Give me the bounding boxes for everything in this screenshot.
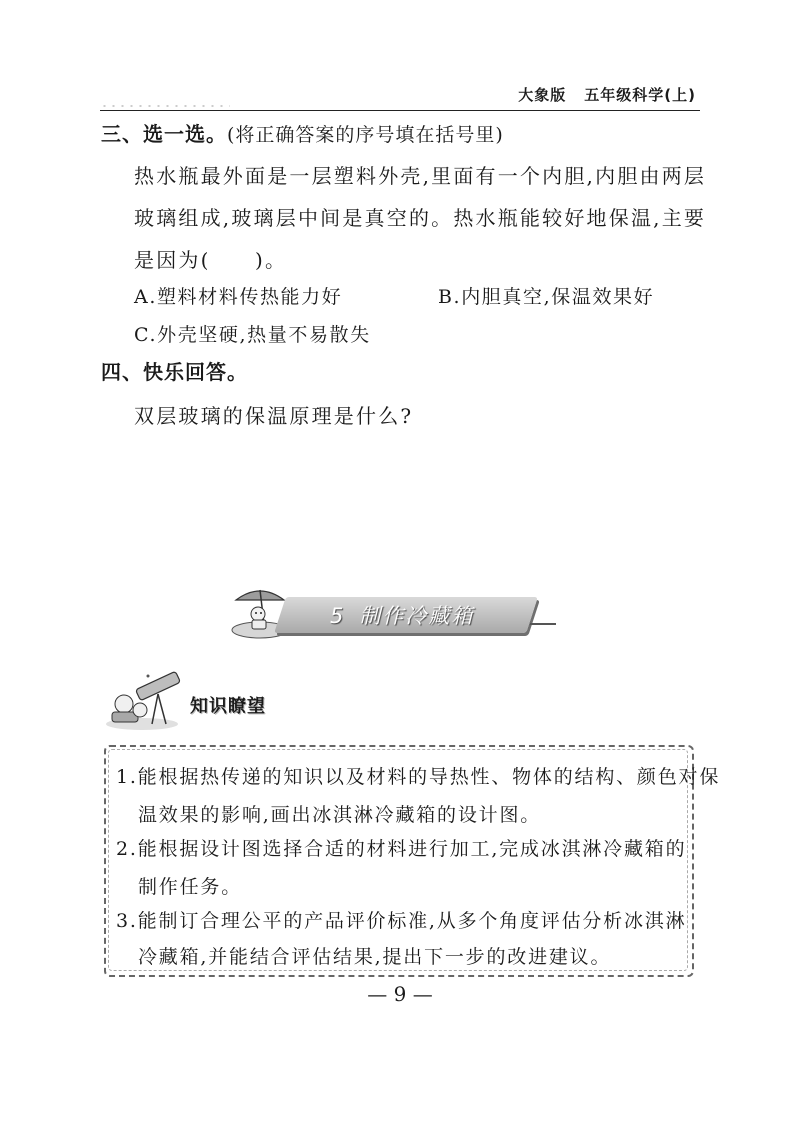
question-line-1: 热水瓶最外面是一层塑料外壳,里面有一个内胆,内胆由两层 (134, 164, 707, 188)
goal-3-continued: 冷藏箱,并能结合评估结果,提出下一步的改进建议。 (138, 946, 612, 968)
option-c: C.外壳坚硬,热量不易散失 (134, 324, 371, 346)
lesson-heading (330, 600, 474, 630)
section-3-heading (101, 118, 504, 147)
section-3-note: (将正确答案的序号填在括号里) (227, 124, 504, 146)
header-title (518, 84, 696, 105)
goal-3: 3.能制订合理公平的产品评价标准,从多个角度评估分析冰淇淋 (116, 910, 687, 932)
goal-1: 1.能根据热传递的知识以及材料的导热性、物体的结构、颜色对保 (116, 766, 721, 788)
goal-1-continued: 温效果的影响,画出冰淇淋冷藏箱的设计图。 (138, 804, 542, 826)
question-line-2: 玻璃组成,玻璃层中间是真空的。热水瓶能较好地保温,主要 (134, 206, 707, 230)
header-dots (100, 104, 230, 108)
lesson-title: 制作冷藏箱 (359, 604, 475, 628)
section-4-question: 双层玻璃的保温原理是什么? (134, 404, 414, 428)
header-book: 五年级科学(上) (584, 86, 696, 104)
question-line-3: 是因为( )。 (134, 248, 288, 272)
option-a: A.塑料材料传热能力好 (134, 286, 343, 308)
knowledge-title: 知识瞭望 (190, 696, 266, 717)
goal-2: 2.能根据设计图选择合适的材料进行加工,完成冰淇淋冷藏箱的 (116, 838, 687, 860)
section-4-title: 四、快乐回答。 (101, 360, 248, 384)
running-header (100, 84, 700, 111)
option-b: B.内胆真空,保温效果好 (438, 286, 655, 308)
telescope-mascot-icon (102, 670, 186, 732)
section-3-title: 三、选一选。 (101, 122, 227, 146)
lesson-number: 5 (330, 604, 346, 628)
banner-underline (530, 623, 556, 625)
page-number: — 9 — (367, 982, 433, 1006)
header-edition: 大象版 (518, 86, 567, 104)
goal-2-continued: 制作任务。 (138, 876, 243, 898)
